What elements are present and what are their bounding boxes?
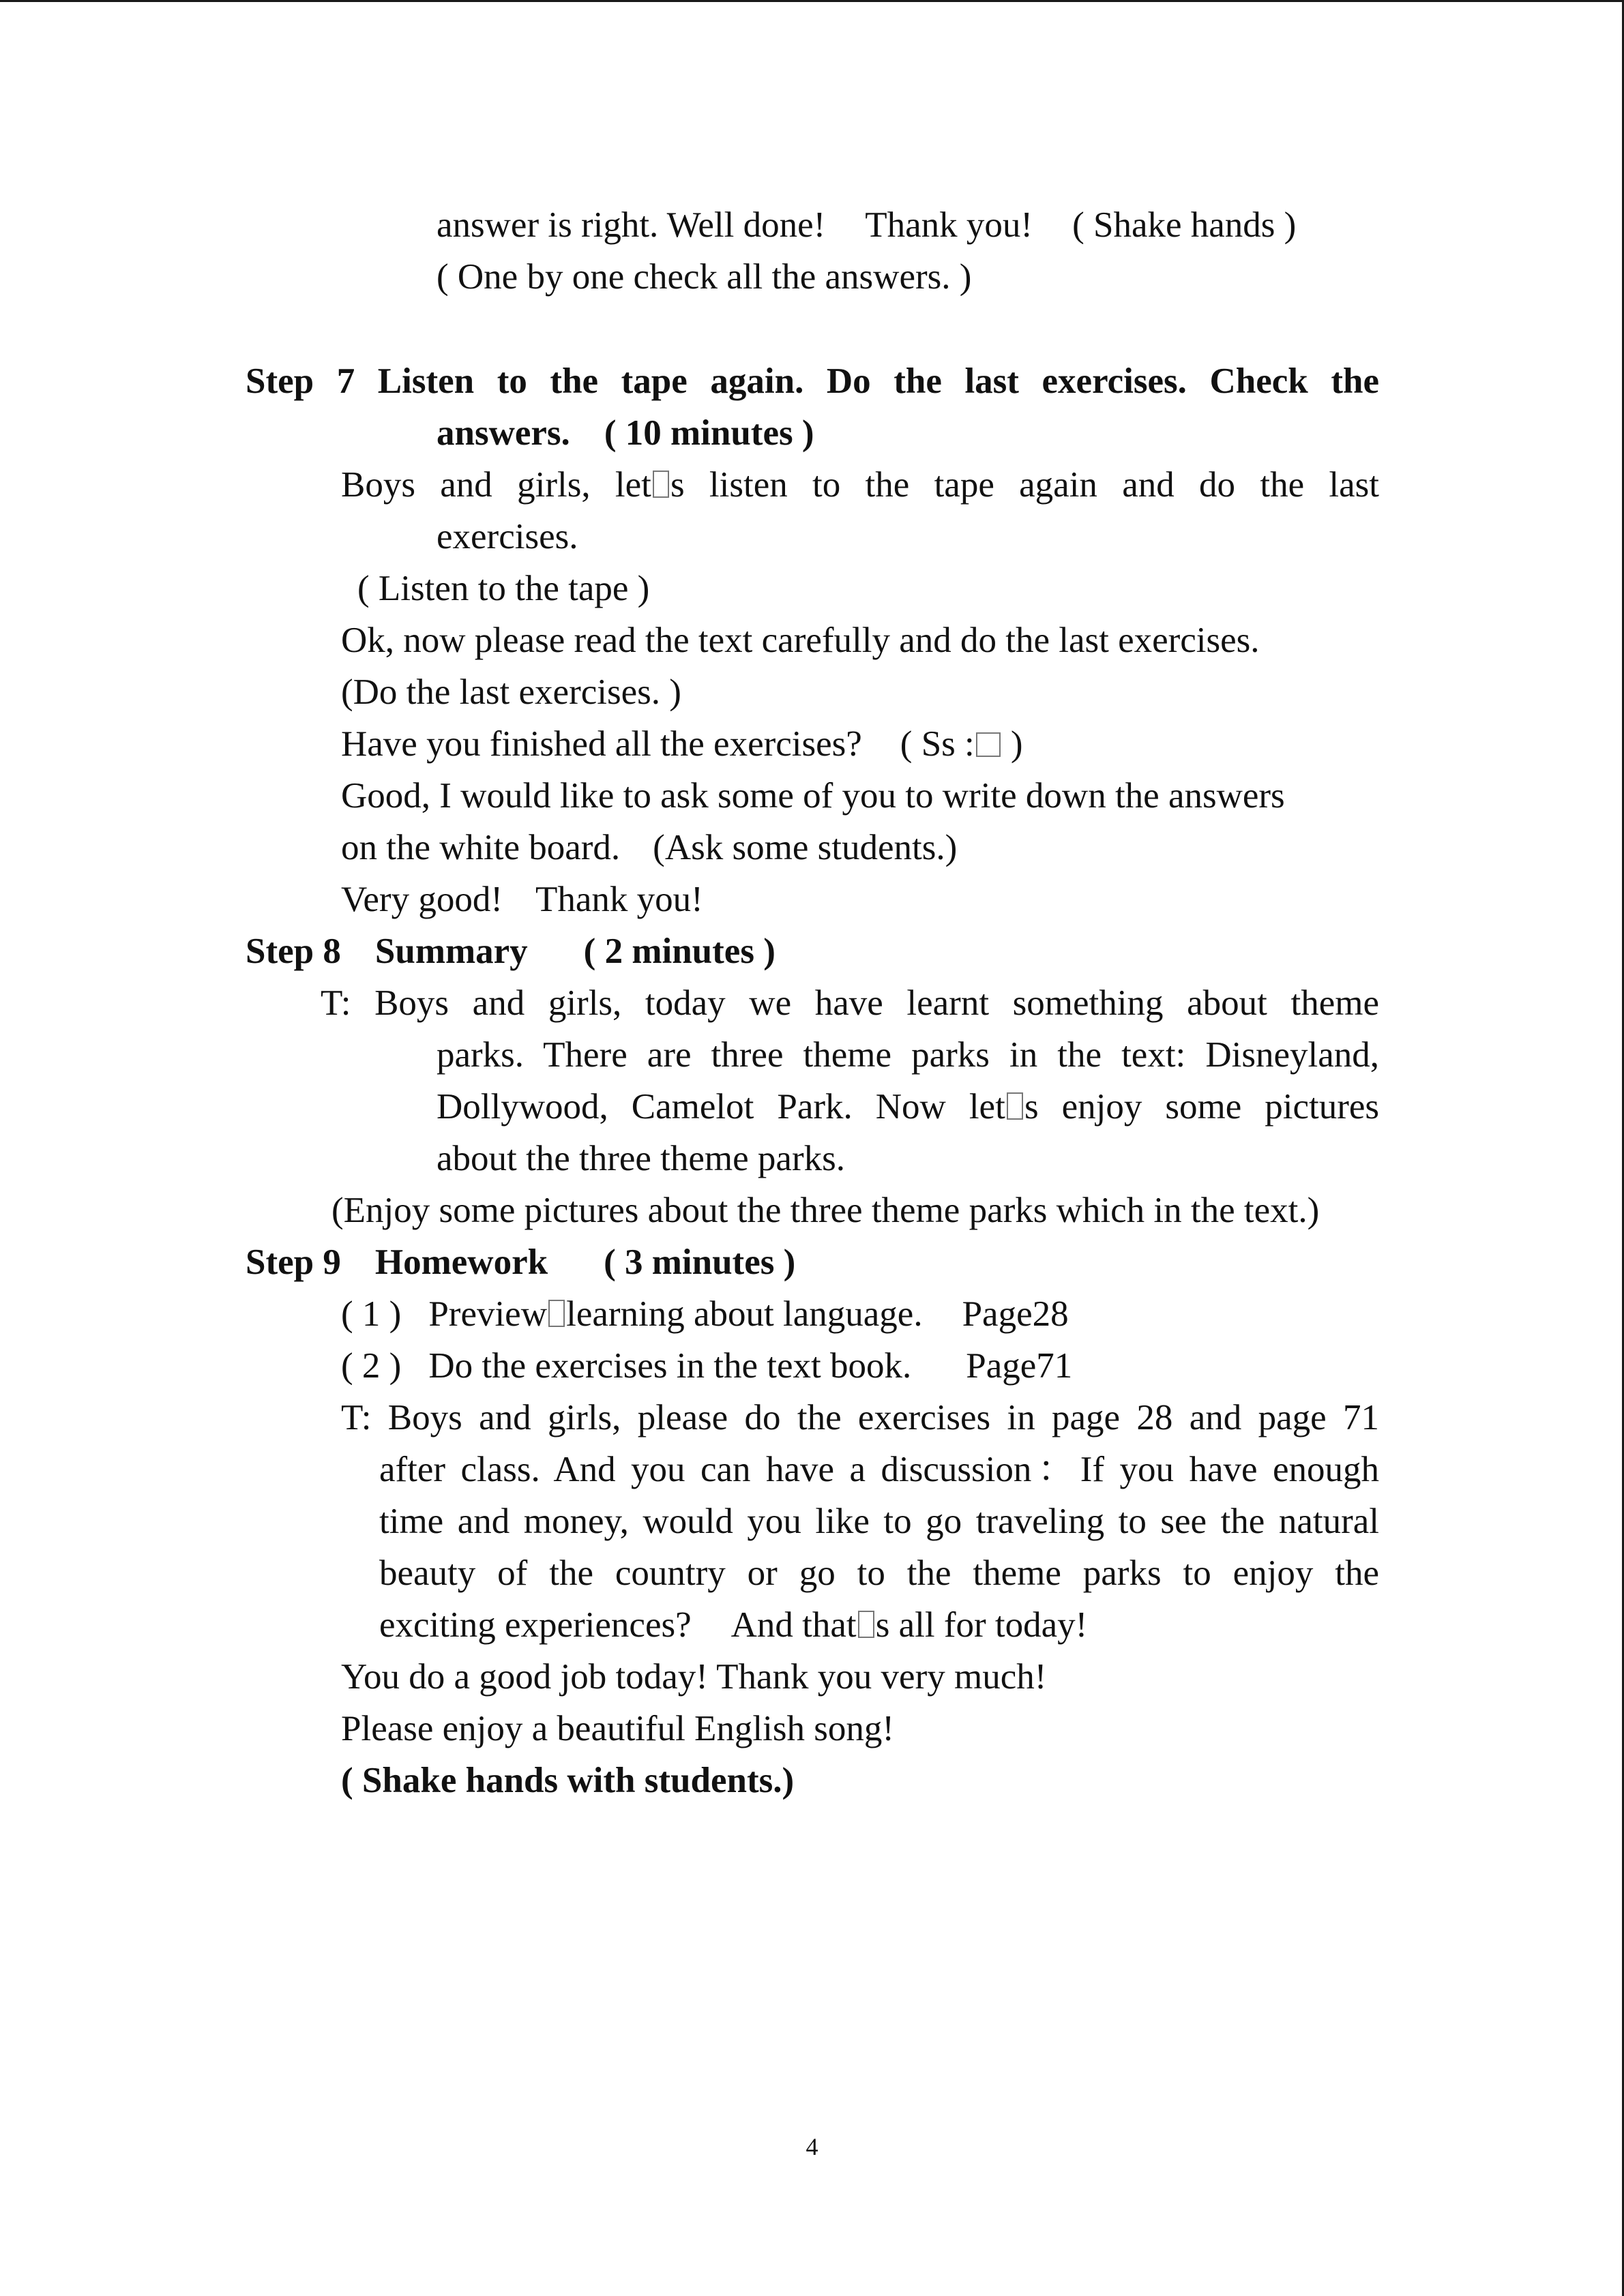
text-line: Boys and girls, let s listen to the tape again and do the last: [341, 465, 1379, 505]
step9-heading: Step 9 Homework ( 3 minutes ): [246, 1242, 796, 1282]
text-line: You do a good job today! Thank you very much!: [341, 1657, 1047, 1697]
text-line: T: Boys and girls, please do the exercises in page 28 and page 71: [341, 1398, 1379, 1437]
text-line: after class. And you can have a discussion：If you have enough: [379, 1450, 1379, 1489]
text-line: exercises.: [437, 517, 578, 556]
text-line: T: Boys and girls, today we have learnt something about theme: [321, 983, 1379, 1023]
homework-item: ( 2 ) Do the exercises in the text book. Page71: [341, 1346, 1073, 1386]
missing-glyph-icon: [858, 1611, 874, 1638]
missing-glyph-icon: [548, 1300, 565, 1327]
text-line: parks. There are three theme parks in the text: Disneyland,: [437, 1035, 1379, 1075]
page-number: 4: [806, 2133, 818, 2160]
text-line: Very good! Thank you!: [341, 880, 703, 919]
text-line: answer is right. Well done! Thank you! ( Shake hands ): [437, 205, 1297, 245]
step7-heading-continued: answers. ( 10 minutes ): [437, 413, 814, 453]
text-line: Please enjoy a beautiful English song!: [341, 1709, 895, 1748]
homework-item: ( 1 ) Preview learning about language. Page28: [341, 1294, 1069, 1334]
text-line: beauty of the country or go to the theme parks to enjoy the: [379, 1553, 1379, 1593]
text-line: Good, I would like to ask some of you to write down the answers: [341, 776, 1285, 816]
text-line: Ok, now please read the text carefully and do the last exercises.: [341, 621, 1260, 660]
text-line: (Enjoy some pictures about the three theme parks which in the text.): [331, 1191, 1320, 1230]
step8-heading: Step 8 Summary ( 2 minutes ): [246, 931, 776, 971]
missing-glyph-icon: [1007, 1092, 1023, 1120]
missing-glyph-icon: [653, 471, 669, 498]
text-line: Have you finished all the exercises? ( Ss : ): [341, 724, 1023, 764]
text-line: ( One by one check all the answers. ): [437, 257, 972, 297]
text-line: on the white board. (Ask some students.): [341, 828, 958, 867]
text-line: time and money, would you like to go traveling to see the natural: [379, 1502, 1379, 1541]
closing-note: ( Shake hands with students.): [341, 1761, 795, 1800]
text-line: ( Listen to the tape ): [357, 569, 650, 608]
step7-heading: Step 7 Listen to the tape again. Do the last exercises. Check the: [246, 361, 1379, 401]
missing-glyph-icon: [976, 732, 1001, 757]
text-line: (Do the last exercises. ): [341, 672, 681, 712]
text-line: Dollywood, Camelot Park. Now let s enjoy some pictures: [437, 1087, 1379, 1127]
text-line: exciting experiences? And that s all for today!: [379, 1605, 1088, 1645]
page-top-border: [0, 0, 1624, 2]
text-line: about the three theme parks.: [437, 1139, 845, 1178]
